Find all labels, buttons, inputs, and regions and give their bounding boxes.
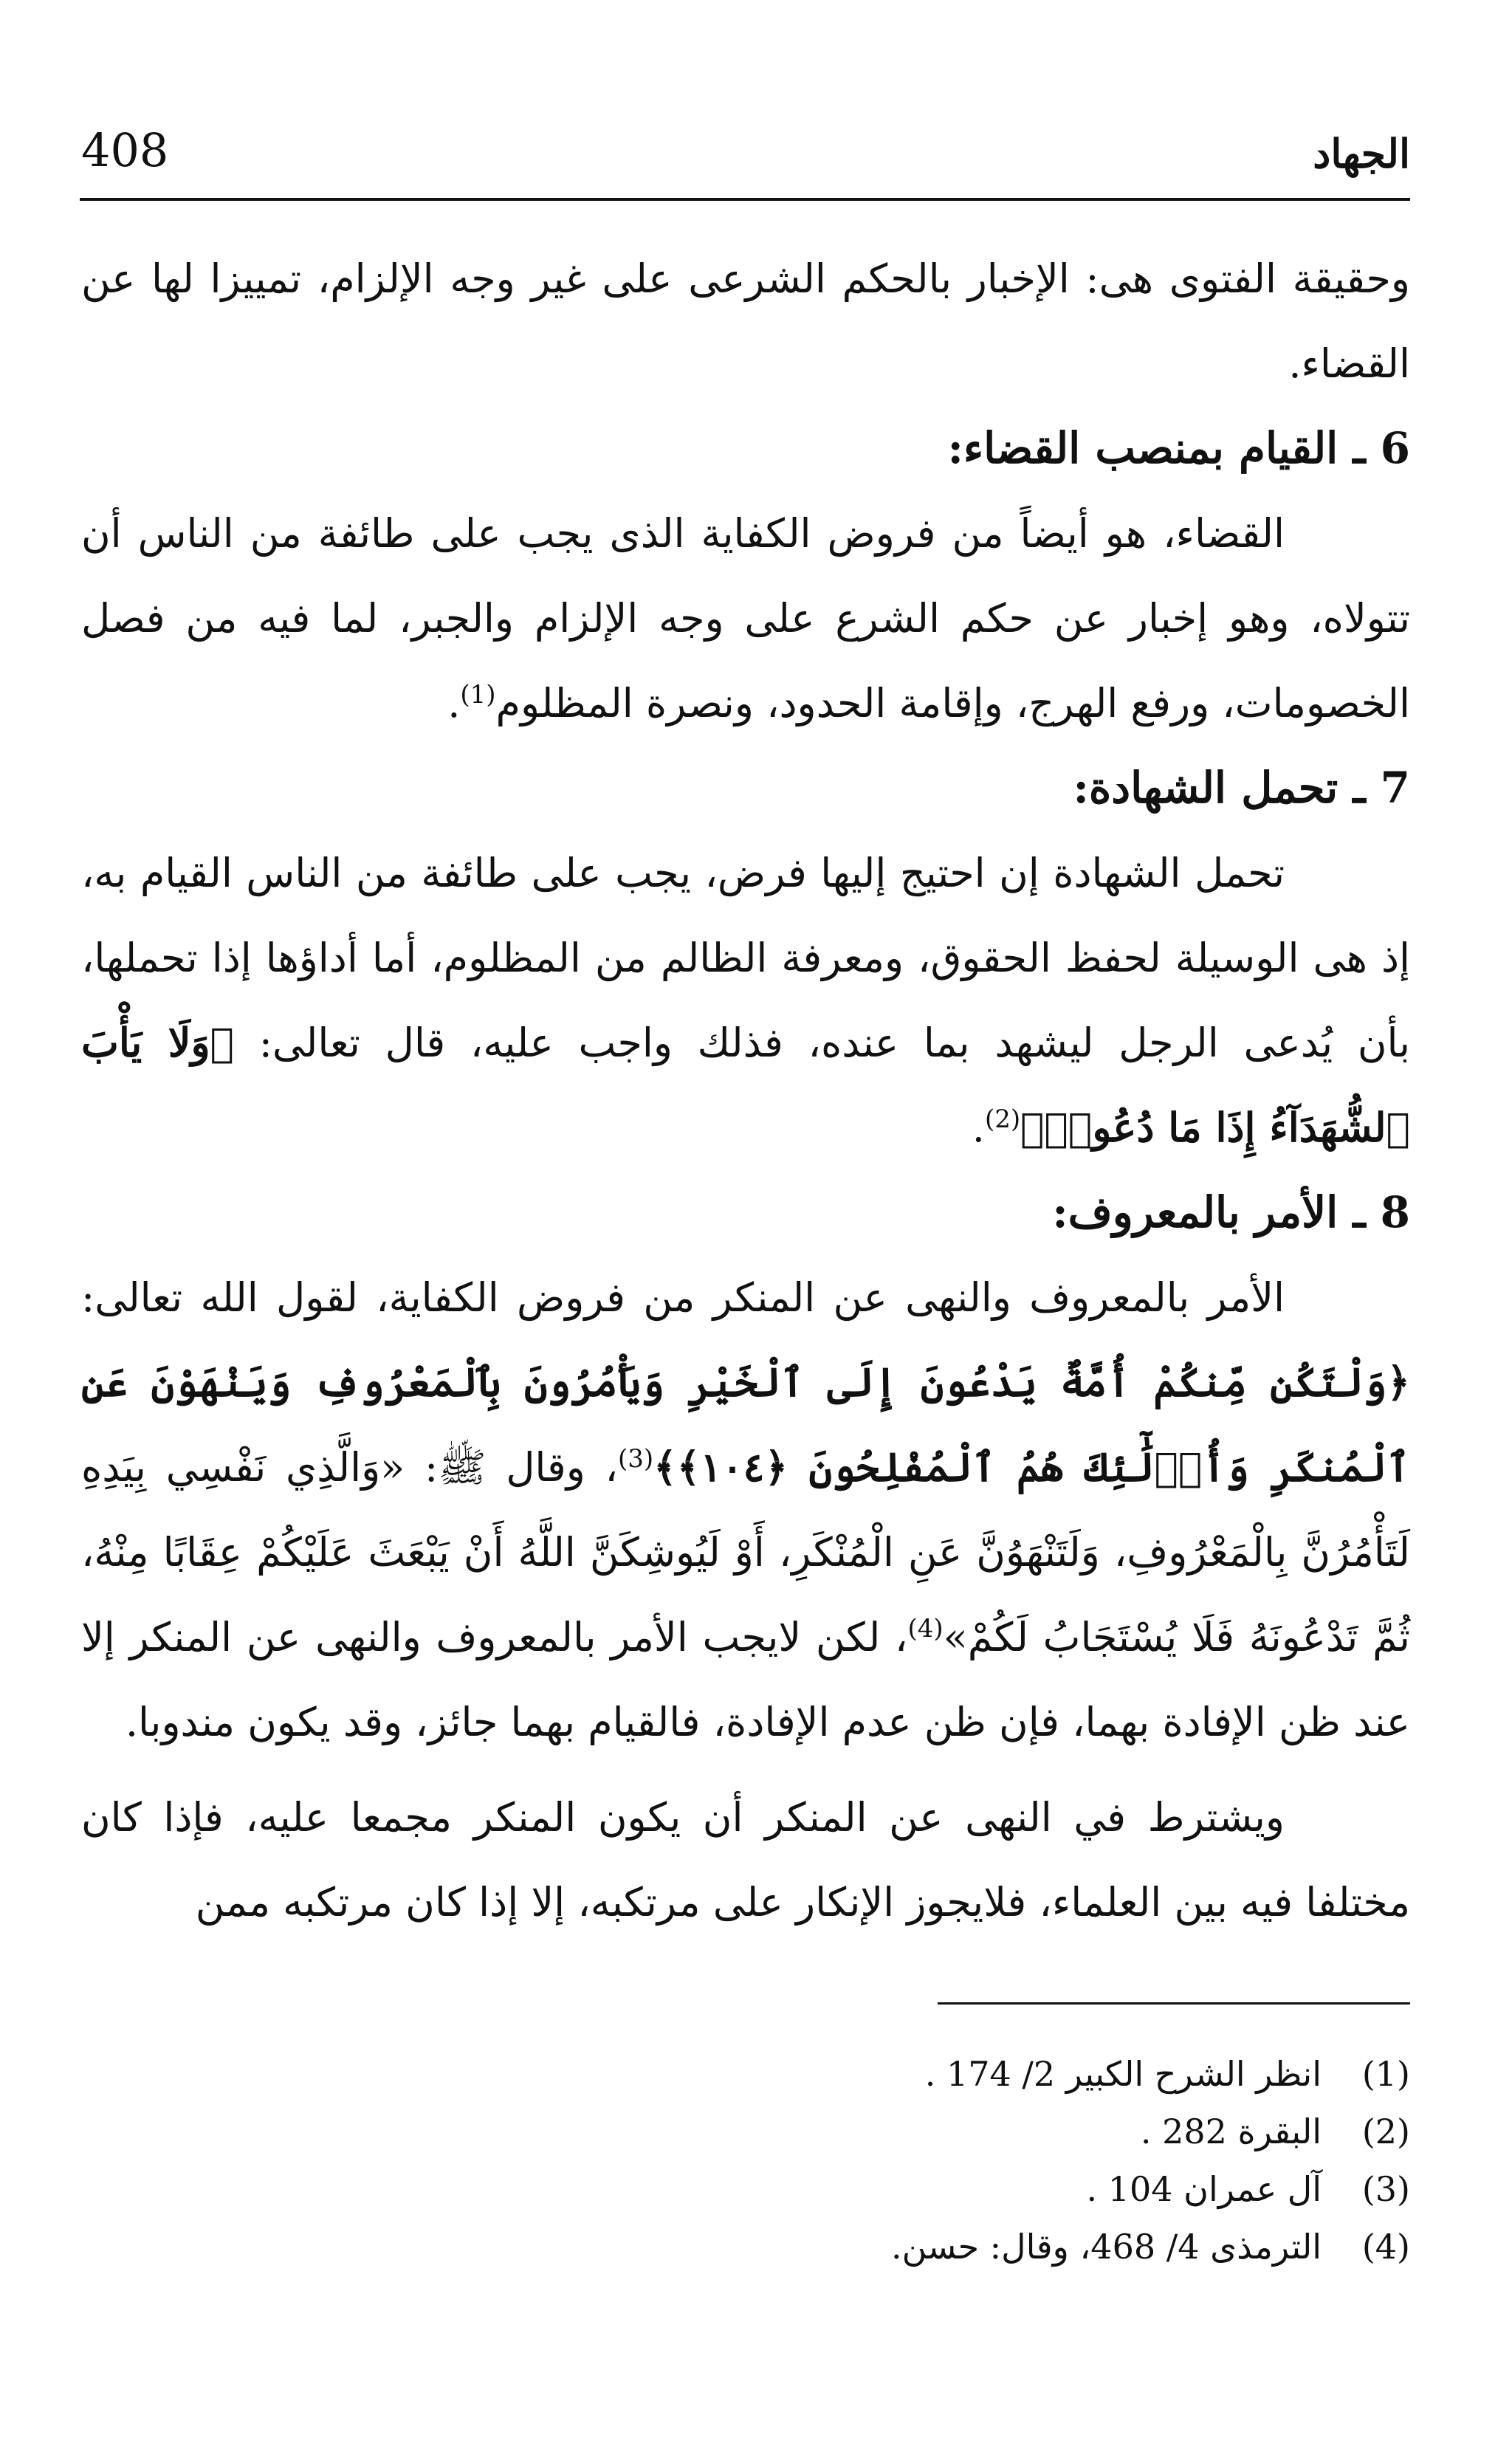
footnote-number: (2) xyxy=(1361,2112,1410,2151)
paragraph-testimony xyxy=(81,831,1410,1170)
footnote-ref-1[interactable]: (1) xyxy=(460,680,496,710)
page-number: 408 xyxy=(81,123,169,177)
main-text xyxy=(81,236,1410,1945)
footnote-text: الترمذى 4/ 468، وقال: حسن. xyxy=(890,2227,1322,2267)
footnotes xyxy=(81,2045,1410,2275)
paragraph-judiciary xyxy=(81,491,1410,746)
footnote-number: (4) xyxy=(1361,2227,1410,2267)
section-heading-7: 7 ـ تحمل الشهادة: xyxy=(1073,763,1410,813)
paragraph-fatwa-definition: وحقيقة الفتوى هى: الإخبار بالحكم الشرعى على غير وجه الإلزام، تمييزا لها عن القضاء. xyxy=(81,255,1410,387)
footnote-text: انظر الشرح الكبير 2/ 174 . xyxy=(924,2054,1322,2094)
footnote-number: (1) xyxy=(1361,2054,1410,2094)
section-heading-6: 6 ـ القيام بمنصب القضاء: xyxy=(947,423,1410,473)
paragraph-continuation: ، لكن لايجب الأمر بالمعروف والنهى عن المنكر إلا عند ظن الإفادة بهما، فإن ظن عدم الإفادة، فالقيام بهما جائز، وقد يكون مندوبا. xyxy=(81,1614,1410,1745)
footnote-rule xyxy=(938,2002,1410,2005)
footnote-number: (3) xyxy=(1361,2169,1410,2209)
footnote-text: البقرة 282 . xyxy=(1140,2112,1322,2151)
quran-verse-al-imran: ﴿وَلْتَكُن مِّنكُمْ أُمَّةٌ يَدْعُونَ إِلَى ٱلْخَيْرِ وَيَأْمُرُونَ بِٱلْمَعْرُوفِ وَيَنْهَوْنَ عَنِ ٱلْمُنكَرِ وَأُو۟لَٰٓئِكَ هُمُ ٱلْمُفْلِحُونَ ﴿١٠٤﴾﴾ xyxy=(81,1358,1410,1491)
footnote-ref-2[interactable]: (2) xyxy=(984,1105,1021,1134)
footnote-item xyxy=(81,2160,1410,2218)
paragraph-enjoining-good-text: الأمر بالمعروف والنهى عن المنكر من فروض الكفاية، لقول الله تعالى: xyxy=(81,1274,1285,1321)
paragraph-condition: ويشترط في النهى عن المنكر أن يكون المنكر مجمعا عليه، فإذا كان مختلفا فيه بين العلماء، فلايجوز الإنكار على مرتكبه، إلا إذا كان مرتكبه ممن xyxy=(81,1794,1410,1926)
paragraph-testimony-text: تحمل الشهادة إن احتيج إليها فرض، يجب على طائفة من الناس القيام به، إذ هى الوسيلة لحفظ الحقوق، ومعرفة الظالم من المظلوم، أما أداؤها إذا تحملها، بأن يُدعى الرجل ليشهد بما عنده، فذلك واجب عليه، قال تعالى: xyxy=(81,850,1410,1066)
footnote-item xyxy=(81,2045,1410,2103)
page-header xyxy=(81,111,1410,177)
footnote-ref-4[interactable]: (4) xyxy=(907,1614,944,1643)
paragraph-end: . xyxy=(447,680,461,726)
paragraph-judiciary-text: القضاء، هو أيضاً من فروض الكفاية الذى يجب على طائفة من الناس أن تتولاه، وهو إخبار عن حكم الشرع على وجه الإلزام والجبر، لما فيه من فصل الخصومات، ورفع الهرج، وإقامة الحدود، ونصرة المظلوم xyxy=(81,510,1410,726)
quran-verse-baqarah: ﴿وَلَا يَأْبَ ٱلشُّهَدَآءُ إِذَا مَا دُعُوا۟﴾ xyxy=(81,1019,1410,1151)
footnote-text: آل عمران 104 . xyxy=(1086,2169,1322,2209)
paragraph-enjoining-good xyxy=(81,1255,1410,1765)
footnote-item xyxy=(81,2103,1410,2160)
section-heading-8: 8 ـ الأمر بالمعروف: xyxy=(1052,1187,1410,1237)
running-head: الجهاد xyxy=(1313,130,1410,177)
footnote-ref-3[interactable]: (3) xyxy=(617,1444,654,1474)
paragraph-end: . xyxy=(972,1105,985,1151)
header-rule xyxy=(80,198,1410,201)
footnote-item xyxy=(81,2218,1410,2275)
hadith-text: ، وقال ﷺ: «وَالَّذِي نَفْسِي بِيَدِهِ لَتَأْمُرُنَّ بِالْمَعْرُوفِ، وَلَتَنْهَوُنَّ عَنِ الْمُنْكَرِ، أَوْ لَيُوشِكَنَّ اللَّهُ أَنْ يَبْعَثَ عَلَيْكُمْ عِقَابًا مِنْهُ، ثُمَّ تَدْعُونَهُ فَلَا يُسْتَجَابُ لَكُمْ» xyxy=(81,1444,1410,1660)
